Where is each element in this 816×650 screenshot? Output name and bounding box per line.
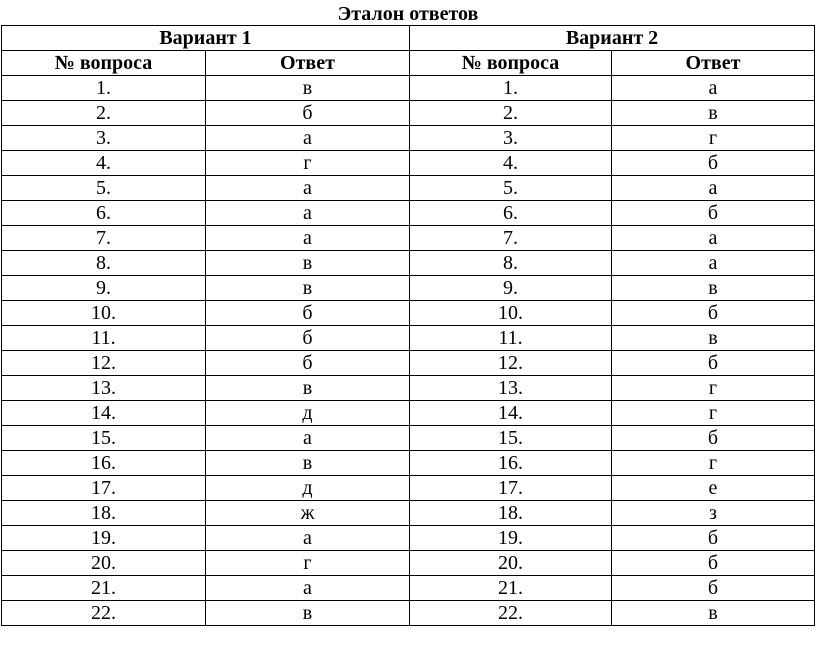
variant-1-header: Вариант 1 [2,26,410,51]
v1-answer-cell: г [206,551,410,576]
answer-rows [2,76,815,626]
v2-question-number-cell: 18. [410,501,612,526]
table-row [2,576,815,601]
table-row [2,526,815,551]
v2-question-number-cell: 6. [410,201,612,226]
table-row [2,151,815,176]
v1-answer-cell: а [206,201,410,226]
v2-question-number-cell: 19. [410,526,612,551]
v2-answer-cell: б [612,151,815,176]
table-row [2,601,815,626]
table-row [2,101,815,126]
v1-question-number-cell: 13. [2,376,206,401]
v2-question-number-cell: 5. [410,176,612,201]
v2-question-number-cell: 7. [410,226,612,251]
v2-question-number-cell: 9. [410,276,612,301]
v1-answer-cell: ж [206,501,410,526]
table-row [2,76,815,101]
answer-header: Ответ [206,51,410,76]
table-row [2,376,815,401]
v2-answer-cell: а [612,251,815,276]
table-row [2,451,815,476]
v1-question-number-cell: 16. [2,451,206,476]
v2-answer-cell: б [612,551,815,576]
v1-answer-cell: в [206,601,410,626]
table-row [2,201,815,226]
v2-question-number-cell: 12. [410,351,612,376]
table-row [2,226,815,251]
v2-question-number-cell: 21. [410,576,612,601]
v2-answer-cell: б [612,201,815,226]
v2-answer-cell: г [612,376,815,401]
v2-answer-cell: в [612,101,815,126]
v1-question-number-cell: 3. [2,126,206,151]
v1-answer-cell: б [206,101,410,126]
v2-answer-cell: з [612,501,815,526]
v1-answer-cell: а [206,176,410,201]
v2-question-number-cell: 15. [410,426,612,451]
answer-header: Ответ [612,51,815,76]
v1-question-number-cell: 11. [2,326,206,351]
v1-question-number-cell: 5. [2,176,206,201]
v2-question-number-cell: 3. [410,126,612,151]
v1-answer-cell: г [206,151,410,176]
v1-question-number-cell: 22. [2,601,206,626]
v2-answer-cell: е [612,476,815,501]
v1-answer-cell: а [206,226,410,251]
v1-question-number-cell: 1. [2,76,206,101]
v1-answer-cell: а [206,426,410,451]
v1-question-number-cell: 15. [2,426,206,451]
v1-question-number-cell: 17. [2,476,206,501]
v1-answer-cell: в [206,451,410,476]
v1-answer-cell: в [206,251,410,276]
table-row [2,401,815,426]
v1-question-number-cell: 9. [2,276,206,301]
v2-answer-cell: б [612,351,815,376]
v1-answer-cell: а [206,126,410,151]
v2-question-number-cell: 2. [410,101,612,126]
v1-question-number-cell: 6. [2,201,206,226]
v2-answer-cell: в [612,601,815,626]
table-row [2,176,815,201]
v1-question-number-cell: 20. [2,551,206,576]
v1-answer-cell: д [206,401,410,426]
table-row [2,426,815,451]
v1-question-number-cell: 8. [2,251,206,276]
v2-question-number-cell: 22. [410,601,612,626]
table-row [2,276,815,301]
v1-question-number-cell: 7. [2,226,206,251]
v2-answer-cell: г [612,126,815,151]
table-row [2,251,815,276]
v2-question-number-cell: 4. [410,151,612,176]
table-row [2,551,815,576]
v1-answer-cell: б [206,326,410,351]
v1-answer-cell: в [206,276,410,301]
table-row [2,501,815,526]
v2-answer-cell: б [612,526,815,551]
v2-answer-cell: г [612,401,815,426]
table-row [2,326,815,351]
table-row [2,301,815,326]
v1-answer-cell: а [206,576,410,601]
v1-question-number-cell: 4. [2,151,206,176]
v1-answer-cell: в [206,76,410,101]
v1-answer-cell: б [206,351,410,376]
v2-answer-cell: а [612,226,815,251]
v1-question-number-cell: 19. [2,526,206,551]
v2-question-number-cell: 13. [410,376,612,401]
v2-question-number-cell: 11. [410,326,612,351]
v2-answer-cell: в [612,326,815,351]
v2-answer-cell: а [612,76,815,101]
v2-question-number-cell: 20. [410,551,612,576]
v1-question-number-cell: 18. [2,501,206,526]
v2-question-number-cell: 1. [410,76,612,101]
v2-answer-cell: б [612,576,815,601]
column-header-row [2,51,815,76]
v1-question-number-cell: 14. [2,401,206,426]
v2-answer-cell: б [612,301,815,326]
v2-answer-cell: а [612,176,815,201]
v2-question-number-cell: 17. [410,476,612,501]
v2-question-number-cell: 16. [410,451,612,476]
v1-answer-cell: а [206,526,410,551]
v2-question-number-cell: 8. [410,251,612,276]
table-row [2,476,815,501]
table-row [2,126,815,151]
v1-question-number-cell: 10. [2,301,206,326]
v2-answer-cell: в [612,276,815,301]
v1-answer-cell: в [206,376,410,401]
v2-question-number-cell: 10. [410,301,612,326]
question-number-header: № вопроса [410,51,612,76]
page-title: Эталон ответов [337,3,479,25]
variant-2-header: Вариант 2 [410,26,815,51]
answer-key-table [1,25,815,626]
variant-header-row [2,26,815,51]
v1-answer-cell: б [206,301,410,326]
v2-answer-cell: г [612,451,815,476]
v1-question-number-cell: 2. [2,101,206,126]
v2-answer-cell: б [612,426,815,451]
v1-answer-cell: д [206,476,410,501]
v1-question-number-cell: 12. [2,351,206,376]
v2-question-number-cell: 14. [410,401,612,426]
table-row [2,351,815,376]
question-number-header: № вопроса [2,51,206,76]
v1-question-number-cell: 21. [2,576,206,601]
